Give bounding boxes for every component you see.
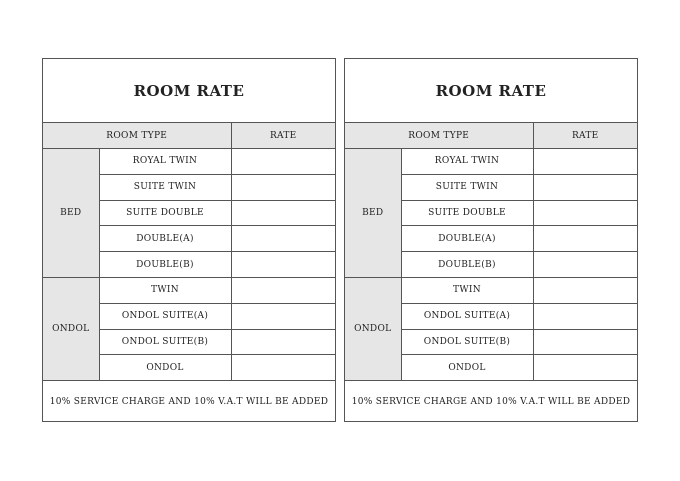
- rate-cell: [231, 200, 335, 226]
- rate-cell: [231, 329, 335, 355]
- room-rate-card-left: [42, 58, 336, 422]
- rate-cell: [533, 149, 637, 175]
- header-rate: RATE: [533, 123, 637, 149]
- rate-cell: [533, 174, 637, 200]
- group-label-ondol: ONDOL: [345, 277, 401, 380]
- room-type-label: ONDOL SUITE(B): [401, 329, 533, 355]
- room-rate-table: [43, 59, 335, 423]
- rate-cell: [533, 200, 637, 226]
- room-type-label: SUITE DOUBLE: [99, 200, 231, 226]
- rate-cell: [533, 226, 637, 252]
- room-type-label: SUITE TWIN: [401, 174, 533, 200]
- room-type-label: ONDOL SUITE(A): [99, 303, 231, 329]
- rate-cell: [533, 252, 637, 278]
- rate-cell: [231, 252, 335, 278]
- room-type-label: DOUBLE(A): [401, 226, 533, 252]
- group-label-bed: BED: [345, 149, 401, 278]
- rate-cell: [231, 174, 335, 200]
- rate-cell: [231, 355, 335, 381]
- room-type-label: ROYAL TWIN: [401, 149, 533, 175]
- room-type-label: ONDOL SUITE(B): [99, 329, 231, 355]
- rate-cell: [231, 149, 335, 175]
- rate-cell: [533, 277, 637, 303]
- room-rate-table: [345, 59, 637, 423]
- room-type-label: DOUBLE(B): [99, 252, 231, 278]
- header-room-type: ROOM TYPE: [345, 123, 533, 149]
- card-title: ROOM RATE: [43, 59, 335, 123]
- rate-cell: [533, 303, 637, 329]
- room-type-label: SUITE DOUBLE: [401, 200, 533, 226]
- rate-cell: [231, 277, 335, 303]
- room-type-label: ONDOL: [99, 355, 231, 381]
- room-type-label: TWIN: [401, 277, 533, 303]
- rate-cell: [231, 226, 335, 252]
- rate-cell: [533, 355, 637, 381]
- room-type-label: TWIN: [99, 277, 231, 303]
- footer-note: 10% SERVICE CHARGE AND 10% V.A.T WILL BE ADDED: [345, 381, 637, 424]
- card-title: ROOM RATE: [345, 59, 637, 123]
- rate-cell: [533, 329, 637, 355]
- room-type-label: ONDOL SUITE(A): [401, 303, 533, 329]
- room-type-label: ONDOL: [401, 355, 533, 381]
- footer-note: 10% SERVICE CHARGE AND 10% V.A.T WILL BE ADDED: [43, 381, 335, 424]
- header-room-type: ROOM TYPE: [43, 123, 231, 149]
- room-rate-card-right: [344, 58, 638, 422]
- header-rate: RATE: [231, 123, 335, 149]
- room-type-label: ROYAL TWIN: [99, 149, 231, 175]
- room-type-label: SUITE TWIN: [99, 174, 231, 200]
- group-label-bed: BED: [43, 149, 99, 278]
- room-type-label: DOUBLE(B): [401, 252, 533, 278]
- room-type-label: DOUBLE(A): [99, 226, 231, 252]
- rate-cell: [231, 303, 335, 329]
- group-label-ondol: ONDOL: [43, 277, 99, 380]
